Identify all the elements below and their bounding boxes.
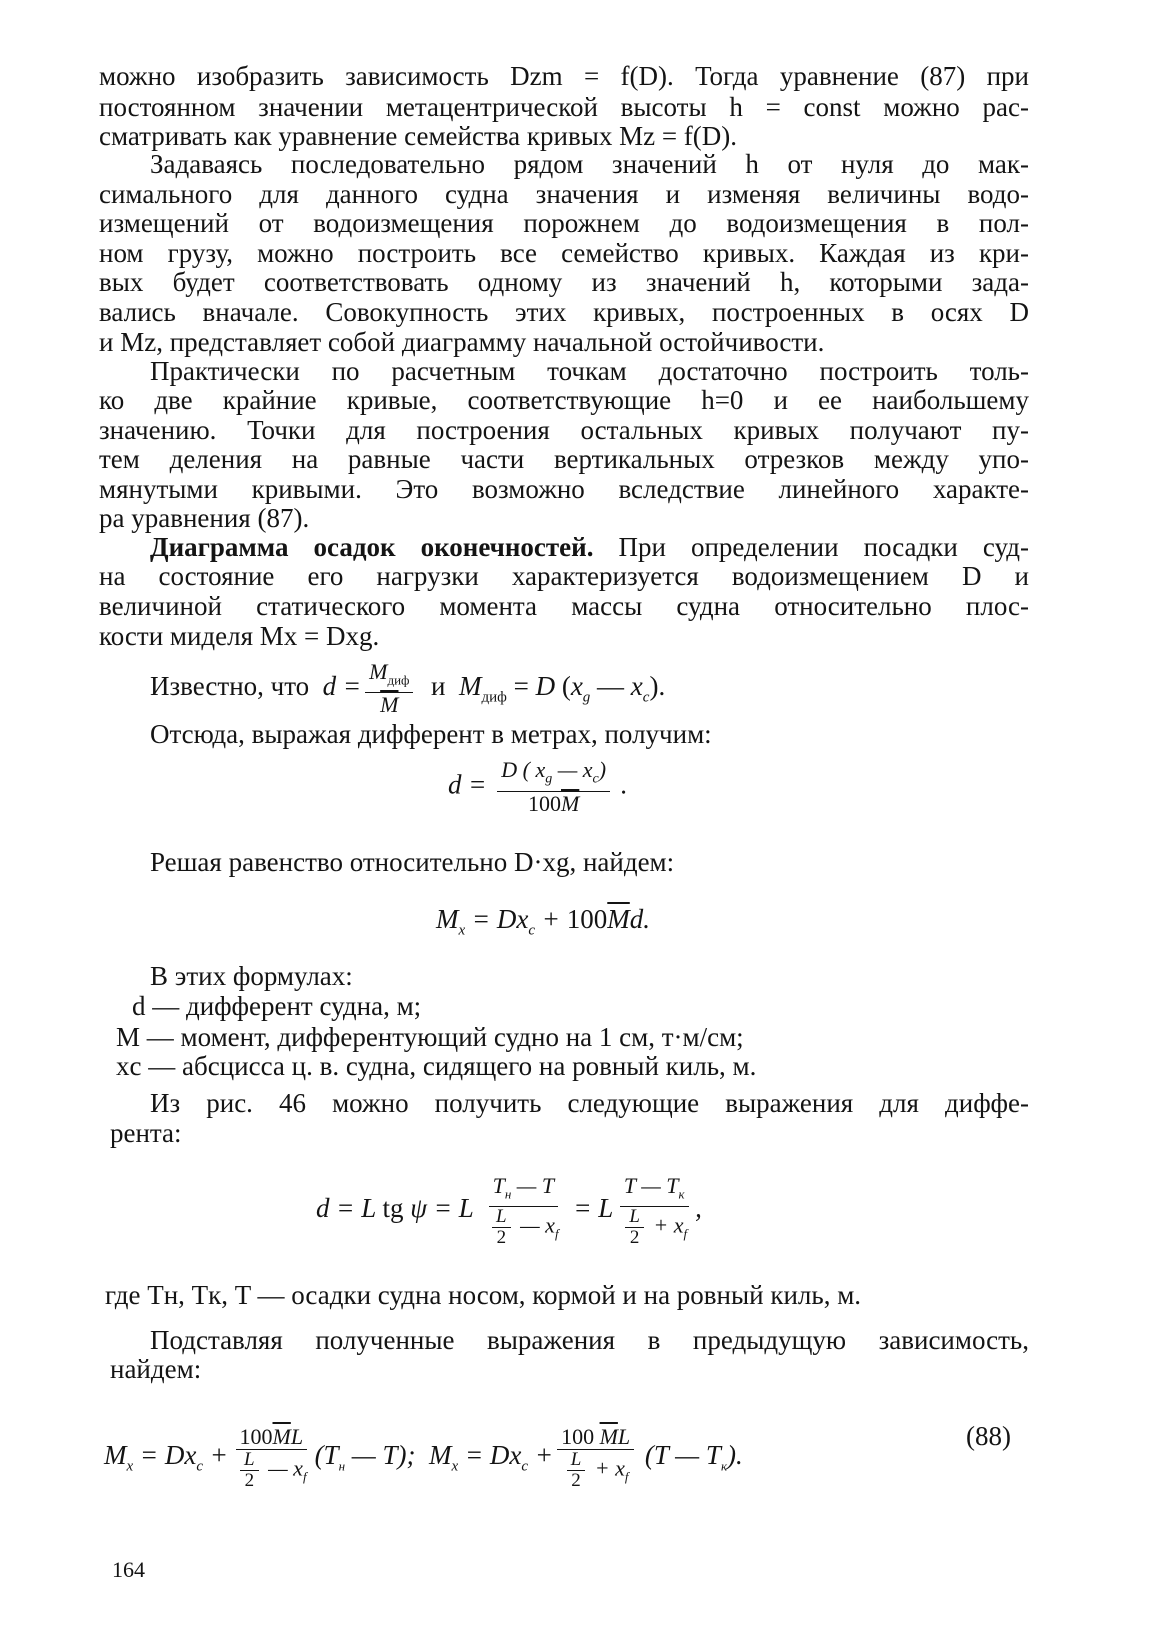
text-line: найдем: [110, 1354, 202, 1384]
formula: $M_x = Dx_c$ + $100\overline{M}L$ $\frac{L}{2}$ — $x_f$ ($T_н$ — T); $M_x = Dx_c$ + 100 $\overline{M}L$ $\frac{L}{2}$ + $x_f$ (T — $T_к$). [104, 1423, 743, 1491]
text-line: на состояние его нагрузки характеризуется водоизмещением D и [99, 561, 1029, 591]
formula: d = L tg ψ = L $T_н$ — T $\frac{L}{2}$ — $x_f$ = L T — $T_к$ $\frac{L}{2}$ + $x_f$ , [316, 1172, 702, 1248]
text-line: Задаваясь последовательно рядом значений h от нуля до мак- [150, 149, 1029, 179]
text-span: При определении посадки суд- [593, 532, 1029, 562]
fraction: $\frac{M_{диф}}{M}$ [365, 660, 413, 717]
text-line: Практически по расчетным точкам достаточно построить толь- [150, 356, 1029, 386]
page-number: 164 [112, 1557, 145, 1582]
equation-number: (88) [966, 1421, 1011, 1451]
text-span: Известно, что [150, 670, 310, 701]
formula: d = $\frac{D ( x_g — x_c)}{100\overline{M}}$ . [448, 757, 628, 817]
section-heading: Диаграмма осадок оконечностей. [150, 532, 594, 562]
text-line: ра уравнения (87). [99, 503, 310, 533]
text-line: Решая равенство относительно D·xg, найдем: [150, 847, 675, 877]
text-line: В этих формулах: [150, 961, 353, 991]
text-line: Из рис. 46 можно получить следующие выражения для диффе- [150, 1088, 1029, 1118]
text-line: и Mz, представляет собой диаграмму начальной остойчивости. [99, 327, 825, 357]
text-line: ко две крайние кривые, соответствующие h=0 и ее наибольшему [99, 385, 1029, 415]
definition-line: M — момент, дифферентующий судно на 1 см, т·м/см; [116, 1022, 744, 1052]
text-line: значению. Точки для построения остальных кривых получают пу- [99, 415, 1029, 445]
text-line: вых будет соответствовать одному из значений h, которыми зада- [99, 267, 1029, 297]
text-line: величиной статического момента массы судна относительно плос- [99, 591, 1029, 621]
formula-line: Известно, что d = $\frac{M_{диф}}{M}$ и $M_{диф} = D$ ($x_g$ — $x_c$). [150, 659, 666, 718]
text-line: мянутыми кривыми. Это возможно вследствие линейного характе- [99, 474, 1029, 504]
text-line: Подставляя полученные выражения в предыдущую зависимость, [150, 1325, 1029, 1355]
text-line: измещений от водоизмещения порожнем до водоизмещения в пол- [99, 208, 1029, 238]
text-line: сматривать как уравнение семейства кривых Mz = f(D). [99, 121, 738, 151]
definition-line: d — дифферент судна, м; [132, 991, 422, 1021]
text-line: симального для данного судна значения и изменяя величины водо- [99, 179, 1029, 209]
definition-line: xc — абсцисса ц. в. судна, сидящего на ровный киль, м. [116, 1051, 757, 1081]
text-line [150, 531, 1029, 563]
text-line: ном грузу, можно построить все семейство кривых. Каждая из кри- [99, 238, 1029, 268]
formula: $M_x = Dx_c + 100\overline{M}d$. [436, 904, 651, 939]
text-line: рента: [110, 1118, 182, 1148]
text-line: Отсюда, выражая дифферент в метрах, получим: [150, 719, 712, 749]
text-line: вались вначале. Совокупность этих кривых, построенных в осях D [99, 297, 1029, 327]
text-span: и [430, 670, 446, 701]
text-line: постоянном значении метацентрической высоты h = const можно рас- [99, 92, 1029, 122]
text-line: кости миделя Mx = Dxg. [99, 621, 380, 651]
text-line: где Tн, Tк, T — осадки судна носом, кормой и на ровный киль, м. [105, 1280, 862, 1310]
text-line: тем деления на равные части вертикальных отрезков между упо- [99, 444, 1029, 474]
text-line: можно изобразить зависимость Dzm = f(D). Тогда уравнение (87) при [99, 61, 1029, 91]
